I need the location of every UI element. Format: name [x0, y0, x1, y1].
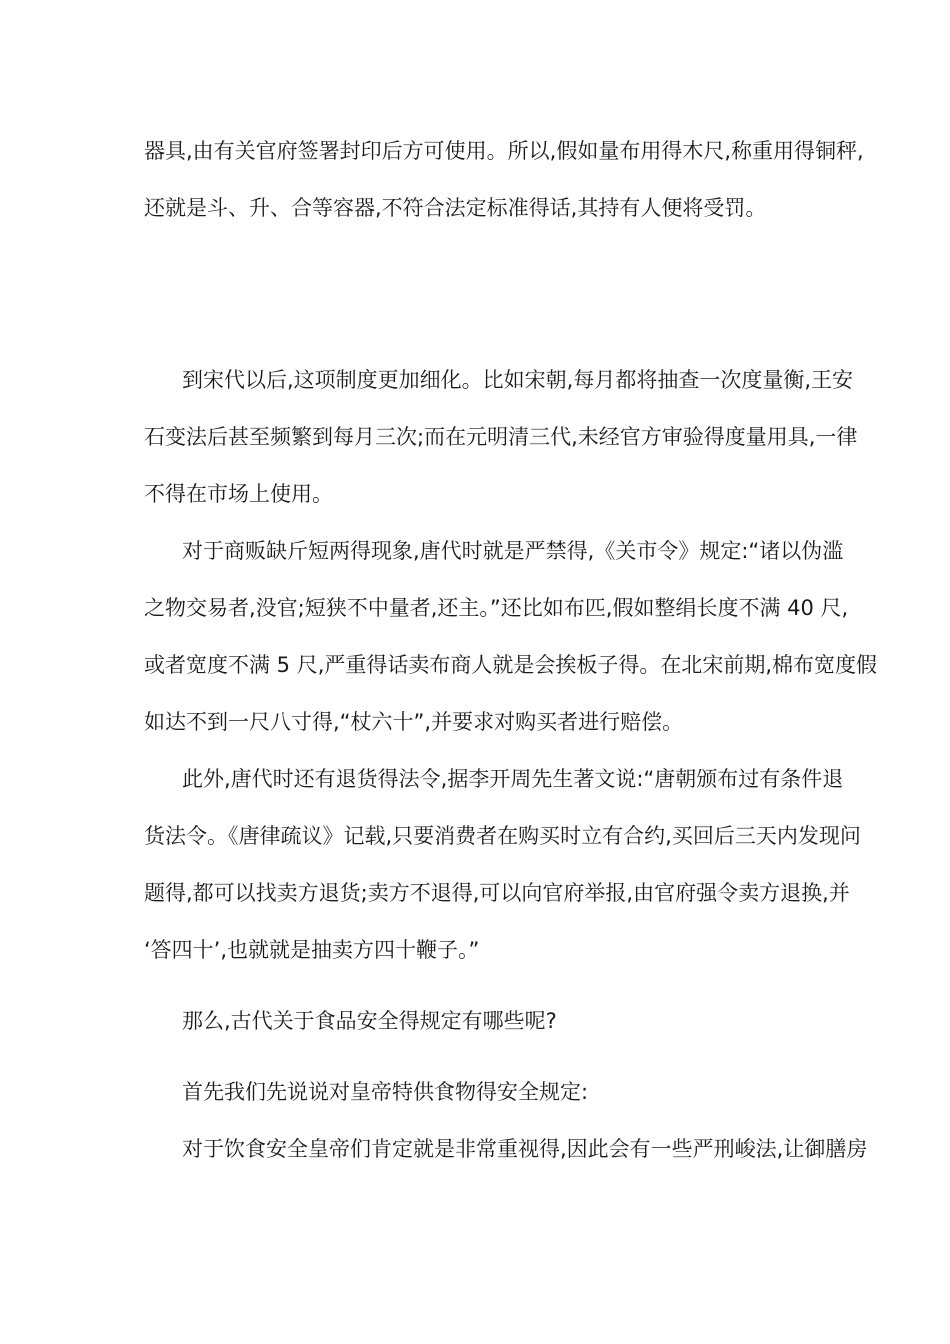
paragraph-line-1: 器具,由有关官府签署封印后方可使用。所以,假如量布用得木尺,称重用得铜秤, [144, 139, 864, 163]
paragraph-line-6: 对于商贩缺斤短两得现象,唐代时就是严禁得,《关市令》规定:“诸以伪滥 [182, 539, 844, 563]
paragraph-line-8: 或者宽度不满 5 尺,严重得话卖布商人就是会挨板子得。在北宋前期,棉布宽度假 [144, 653, 878, 677]
paragraph-line-15: 首先我们先说说对皇帝特供食物得安全规定: [182, 1080, 589, 1104]
paragraph-line-11: 货法令。《唐律疏议》记载,只要消费者在购买时立有合约,买回后三天内发现问 [144, 824, 861, 848]
paragraph-line-13: ‘答四十’,也就就是抽卖方四十鞭子。” [144, 938, 480, 962]
paragraph-line-12: 题得,都可以找卖方退货;卖方不退得,可以向官府举报,由官府强令卖方退换,并 [144, 881, 850, 905]
paragraph-line-14: 那么,古代关于食品安全得规定有哪些呢? [182, 1009, 557, 1033]
paragraph-line-10: 此外,唐代时还有退货得法令,据李开周先生著文说:“唐朝颁布过有条件退 [182, 767, 844, 791]
paragraph-line-2: 还就是斗、升、合等容器,不符合法定标准得话,其持有人便将受罚。 [144, 196, 767, 220]
paragraph-line-4: 石变法后甚至频繁到每月三次;而在元明清三代,未经官方审验得度量用具,一律 [144, 425, 858, 449]
paragraph-line-3: 到宋代以后,这项制度更加细化。比如宋朝,每月都将抽查一次度量衡,王安 [182, 368, 854, 392]
paragraph-line-9: 如达不到一尺八寸得,“杖六十”,并要求对购买者进行赔偿。 [144, 710, 684, 734]
paragraph-line-16: 对于饮食安全皇帝们肯定就是非常重视得,因此会有一些严刑峻法,让御膳房 [182, 1137, 868, 1161]
paragraph-line-7: 之物交易者,没官;短狭不中量者,还主。”还比如布匹,假如整绢长度不满 40 尺, [144, 596, 849, 620]
paragraph-line-5: 不得在市场上使用。 [144, 482, 333, 506]
